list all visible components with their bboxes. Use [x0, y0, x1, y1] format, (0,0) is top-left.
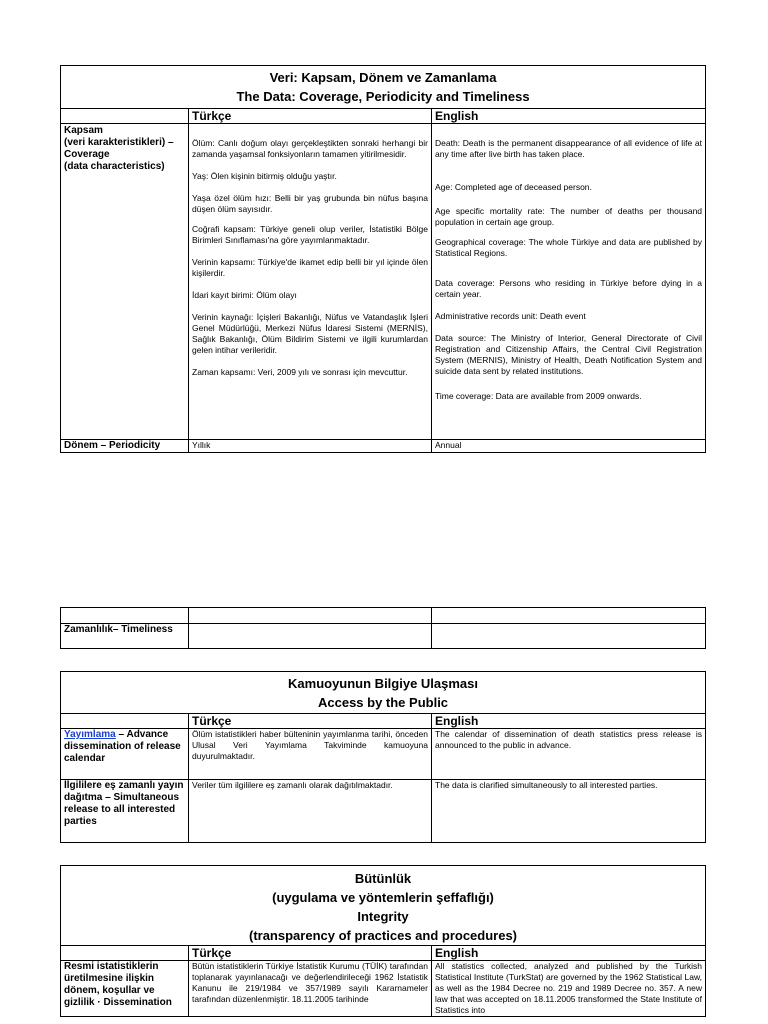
col-header-turkish: Türkçe — [189, 109, 432, 124]
timeliness-tr — [189, 624, 432, 649]
col-header-english: English — [432, 109, 706, 124]
access-col-header-turkish: Türkçe — [189, 714, 432, 729]
item-mortality-tr: Yaşa özel ölüm hızı: Belli bir yaş grubunda bin nüfus başına düşen ölüm sayısıdır. — [192, 193, 428, 214]
advance-release-en: The calendar of dissemination of death statistics press release is announced to the public in advance. — [432, 729, 706, 780]
advance-release-label — [61, 729, 189, 780]
integrity-title — [61, 866, 706, 946]
item-admin-tr: İdari kayıt birimi: Ölüm olayı — [192, 290, 297, 300]
item-source-en: Data source: The Ministry of Interior, General Directorate of Civil Registration and Citizenship Affairs, the Central Civil Registration System (MERNIS), Ministry of Health, Death Notification System and suicide data sent by related institutions. — [435, 333, 703, 376]
integrity-title-l1: Bütünlük — [354, 871, 412, 886]
advance-release-label-text: – Advance dissemination of release calendar — [64, 729, 181, 764]
confidentiality-tr: Bütün istatistiklerin Türkiye İstatistik Kurumu (TÜİK) tarafından toplanarak yayınlanacağı ve değerlendirileceği 1962 İstatistik Kanunu ile 219/1984 ve 357/1989 sayılı Kararnameler tarafından düzenlenmiştir. 18.11.2005 tarihinde — [189, 961, 432, 1017]
item-age-tr: Yaş: Ölen kişinin bitirmiş olduğu yaştır. — [192, 171, 337, 181]
coverage-title-tr: Veri: Kapsam, Dönem ve Zamanlama — [269, 70, 497, 85]
timeliness-en — [432, 624, 706, 649]
access-title-tr: Kamuoyunun Bilgiye Ulaşması — [288, 676, 479, 691]
periodicity-en: Annual — [432, 440, 706, 453]
integrity-title-l2: (uygulama ve yöntemlerin şeffaflığı) — [272, 890, 494, 905]
periodicity-label: Dönem – Periodicity — [61, 440, 189, 453]
timeliness-label: Zamanlılık– Timeliness — [61, 624, 189, 649]
simultaneous-release-tr: Veriler tüm ilgililere eş zamanlı olarak dağıtılmaktadır. — [189, 780, 432, 843]
item-time-en: Time coverage: Data are available from 2009 onwards. — [435, 391, 642, 401]
integrity-title-l4: (transparency of practices and procedures) — [248, 928, 518, 943]
simultaneous-release-en: The data is clarified simultaneously to all interested parties. — [432, 780, 706, 843]
access-col-header-english: English — [432, 714, 706, 729]
periodicity-tr: Yıllık — [189, 440, 432, 453]
coverage-tr-cell — [189, 124, 432, 440]
item-age-en: Age: Completed age of deceased person. — [435, 182, 592, 192]
advance-release-tr: Ölüm istatistikleri haber bülteninin yayımlanma tarihi, önceden Ulusal Veri Yayımlama Takviminde kamuoyuna duyurulmaktadır. — [189, 729, 432, 780]
item-admin-en: Administrative records unit: Death event — [435, 311, 586, 321]
timeliness-table — [60, 607, 706, 649]
item-datacov-tr: Verinin kapsamı: Türkiye'de ikamet edip belli bir yıl içinde ölen kişilerdir. — [192, 257, 428, 278]
item-geo-tr: Coğrafi kapsam: Türkiye geneli olup veriler, İstatistiki Bölge Birimleri Sınıflaması'na göre yayımlanmaktadır. — [192, 224, 428, 245]
integrity-title-l3: Integrity — [357, 909, 409, 924]
coverage-title-en: The Data: Coverage, Periodicity and Timeliness — [236, 89, 530, 104]
coverage-table — [60, 65, 706, 453]
coverage-en-cell — [432, 124, 706, 440]
integrity-col-header-english: English — [432, 946, 706, 961]
confidentiality-label: Resmi istatistiklerin üretilmesine ilişkin dönem, koşullar ve gizlilik · Dissemination — [61, 961, 189, 1017]
item-geo-en: Geographical coverage: The whole Türkiye and data are published by Statistical Regions. — [435, 237, 703, 258]
item-death-en: Death: Death is the permanent disappearance of all evidence of life at any time after live birth has taken place. — [435, 138, 703, 159]
access-title-en: Access by the Public — [317, 695, 449, 710]
integrity-table — [60, 865, 706, 1017]
coverage-title — [61, 66, 706, 109]
item-mortality-en: Age specific mortality rate: The number of deaths per thousand population in certain age group. — [435, 206, 703, 227]
item-datacov-en: Data coverage: Persons who residing in Türkiye before dying in a certain year. — [435, 278, 703, 299]
integrity-col-header-turkish: Türkçe — [189, 946, 432, 961]
item-death-tr: Ölüm: Canlı doğum olayı gerçekleştikten sonraki herhangi bir zamanda yaşamsal fonksiyonların tamamen yitirilmesidir. — [192, 138, 428, 159]
item-time-tr: Zaman kapsamı: Veri, 2009 yılı ve sonrası için mevcuttur. — [192, 367, 408, 377]
access-title — [61, 672, 706, 714]
confidentiality-en: All statistics collected, analyzed and published by the Turkish Statistical Institute (TurkStat) are governed by the 1962 Statistical Law, as well as the 1984 Decree no. 219 and 1989 Decree no. 357. A new law that was accepted on 18.11.2005 transformed the State Institute of Statistics into — [432, 961, 706, 1017]
simultaneous-release-label: İlgililere eş zamanlı yayın dağıtma – Simultaneous release to all interested parties — [61, 780, 189, 843]
coverage-label: Kapsam (veri karakteristikleri) –Coverage (data characteristics) — [61, 124, 189, 440]
yayimlama-link[interactable]: Yayımlama — [64, 729, 116, 740]
item-source-tr: Verinin kaynağı: İçişleri Bakanlığı, Nüfus ve Vatandaşlık İşleri Genel Müdürlüğü, Merkezi Nüfus İdaresi Sistemi (MERNİS), Sağlık Bakanlığı, Ölüm Bildirim Sistemi ve ilgili kurumlardan gelen intihar verileridir. — [192, 312, 428, 355]
access-table — [60, 671, 706, 843]
